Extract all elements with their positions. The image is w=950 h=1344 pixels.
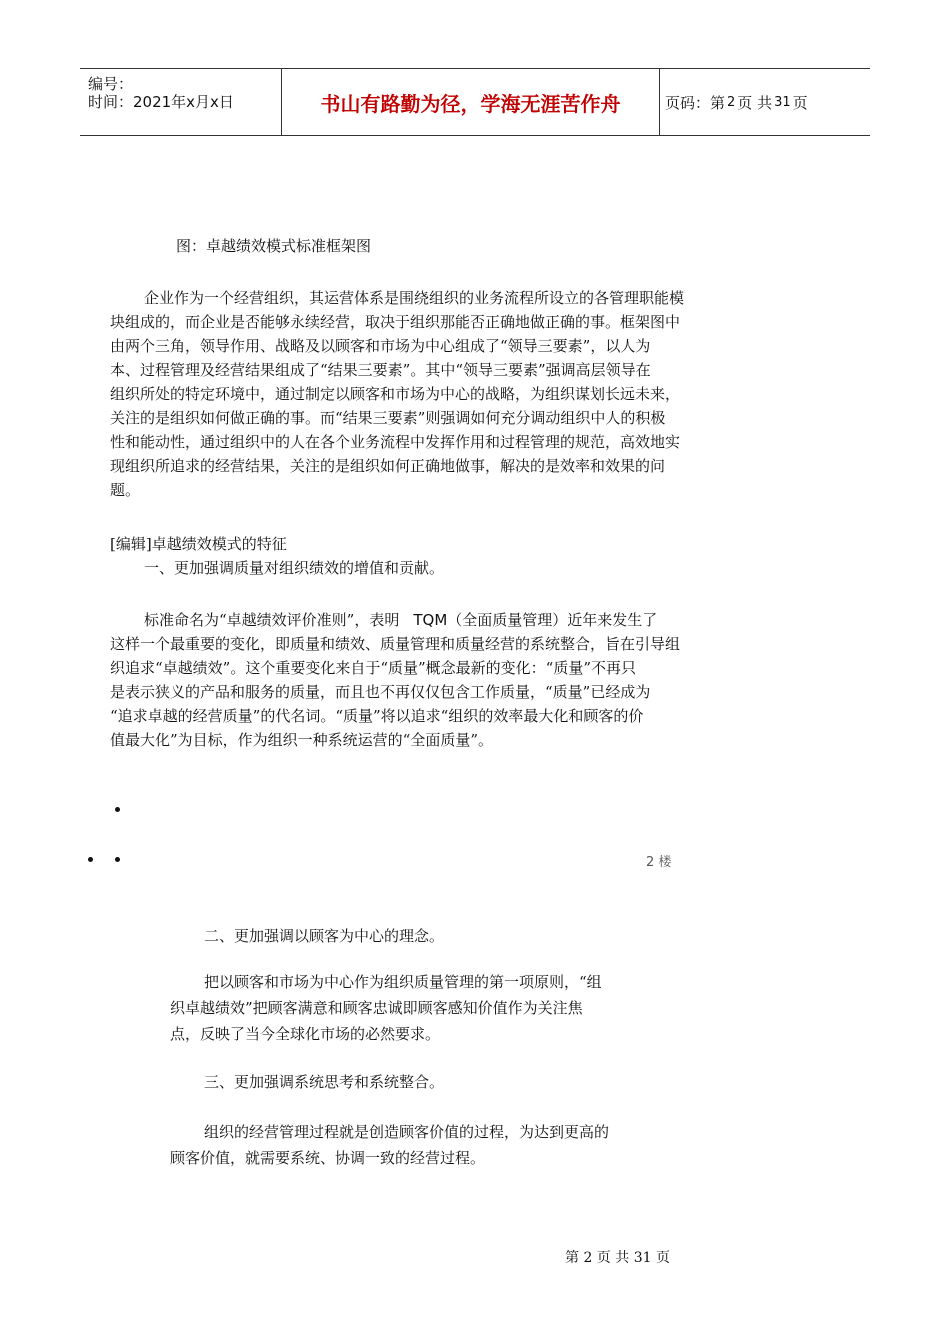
- para3-line: 把以顾客和市场为中心作为组织质量管理的第一项原则，“组: [204, 973, 602, 991]
- para4-line: 顾客价值，就需要系统、协调一致的经营过程。: [170, 1149, 486, 1167]
- para2-line: [144, 608, 657, 632]
- para1-line: 本、过程管理及经营结果组成了“结果三要素”。其中“领导三要素”强调高层领导在: [110, 361, 651, 379]
- bullet-dot: [115, 807, 120, 812]
- header-page-number: [660, 69, 870, 136]
- page-suffix: 页: [792, 94, 808, 112]
- para2-line: 值最大化”为目标，作为组织一种系统运营的“全面质量”。: [110, 731, 494, 749]
- para2-line: 这样一个最重要的变化，即质量和绩效、质量管理和质量经营的系统整合，旨在引导组: [110, 635, 681, 653]
- tqm-term: TQM: [413, 611, 448, 629]
- para1-line: 企业作为一个经营组织，其运营体系是围绕组织的业务流程所设立的各管理职能模: [144, 289, 685, 307]
- header-motto: 书山有路勤为径，学海无涯苦作舟: [282, 69, 660, 136]
- para2-line: 织追求“卓越绩效”。这个重要变化来自于“质量”概念最新的变化：“质量”不再只: [110, 659, 637, 677]
- page-header: [80, 68, 870, 136]
- header-meta: [80, 69, 282, 136]
- para1-line: 题。: [110, 481, 141, 499]
- para4-line: 组织的经营管理过程就是创造顾客价值的过程，为达到更高的: [204, 1123, 610, 1141]
- figure-caption: 图：卓越绩效模式标准框架图: [176, 237, 372, 255]
- section-heading: [编辑]卓越绩效模式的特征: [110, 535, 287, 553]
- para1-line: 关注的是组织如何做正确的事。而“结果三要素”则强调如何充分调动组织中人的积极: [110, 409, 666, 427]
- para2-line: 是表示狭义的产品和服务的质量，而且也不再仅仅包含工作质量，“质量”已经成为: [110, 683, 651, 701]
- para2-text-a: 标准命名为“卓越绩效评价准则”，表明: [144, 611, 400, 629]
- para3-line: 织卓越绩效”把顾客满意和顾客忠诚即顾客感知价值作为关注焦: [170, 999, 583, 1017]
- para1-line: 性和能动性，通过组织中的人在各个业务流程中发挥作用和过程管理的规范，高效地实: [110, 433, 681, 451]
- point-3: 三、更加强调系统思考和系统整合。: [204, 1073, 445, 1091]
- page-mid: 页 共: [737, 94, 773, 112]
- para1-line: 现组织所追求的经营结果，关注的是组织如何正确地做事，解决的是效率和效果的问: [110, 457, 666, 475]
- floor-label: 2 楼: [646, 855, 672, 870]
- point-2: 二、更加强调以顾客为中心的理念。: [204, 927, 445, 945]
- point-1: 一、更加强调质量对组织绩效的增值和贡献。: [144, 559, 445, 577]
- para2-text-b: （全面质量管理）近年来发生了: [447, 611, 658, 629]
- page-footer: 第 2 页 共 31 页: [565, 1250, 670, 1266]
- para2-line: “追求卓越的经营质量”的代名词。“质量”将以追求“组织的效率最大化和顾客的价: [110, 707, 644, 725]
- bullet-dot: [115, 857, 120, 862]
- para1-line: 由两个三角，领导作用、战略及以顾客和市场为中心组成了“领导三要素”，以人为: [110, 337, 651, 355]
- time-label: 时间：2021年x月x日: [88, 93, 234, 111]
- page-current: 2: [727, 95, 736, 110]
- para3-line: 点，反映了当今全球化市场的必然要求。: [170, 1025, 441, 1043]
- page-total: 31: [774, 95, 791, 110]
- para1-line: 块组成的，而企业是否能够永续经营，取决于组织那能否正确地做正确的事。框架图中: [110, 313, 681, 331]
- code-label: 编号：: [88, 75, 134, 93]
- bullet-dot: [88, 857, 93, 862]
- para1-line: 组织所处的特定环境中，通过制定以顾客和市场为中心的战略，为组织谋划长远未来，: [110, 385, 681, 403]
- page-prefix: 页码：第: [665, 94, 726, 112]
